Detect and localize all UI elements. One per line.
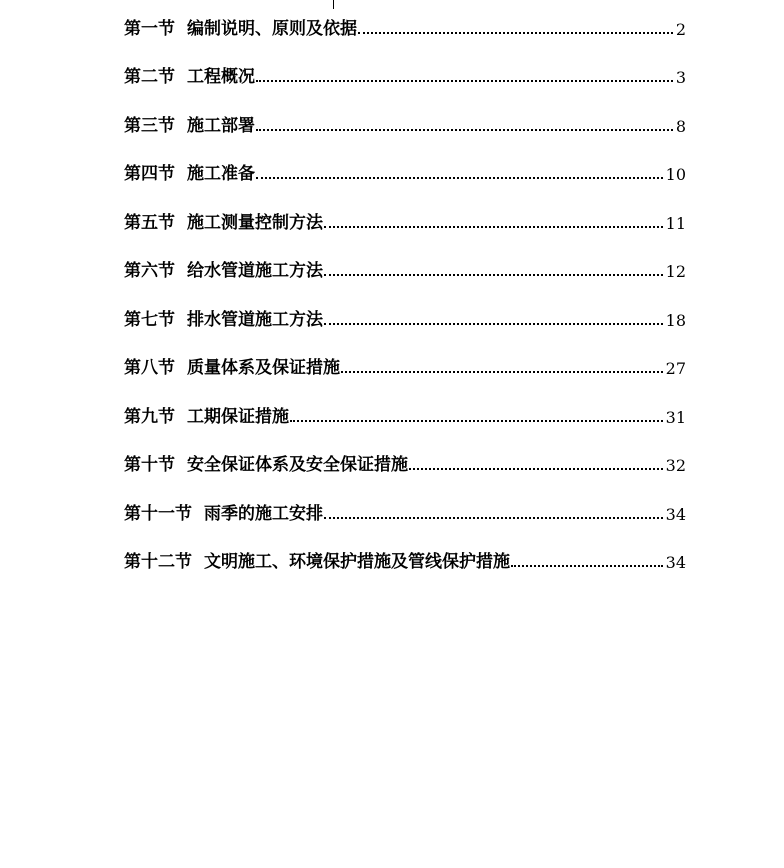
toc-dot-leader [324,226,663,228]
toc-page-number: 34 [665,504,686,524]
toc-page-number: 8 [675,116,686,136]
toc-entry[interactable] [124,6,686,55]
toc-entry[interactable] [124,443,686,492]
toc-section-title: 质量体系及保证措施 [187,358,340,378]
toc-section-number: 第三节 [124,115,175,136]
toc-section-number: 第六节 [124,261,175,281]
toc-entry[interactable] [124,55,686,104]
toc-dot-leader [358,32,673,34]
toc-section-number: 第十二节 [124,552,192,572]
toc-dot-leader [324,323,663,325]
toc-section-number: 第五节 [124,212,175,233]
toc-entry[interactable] [124,297,686,346]
toc-dot-leader [324,274,663,276]
toc-page-number: 34 [665,553,686,572]
toc-page-number: 11 [665,213,686,233]
toc-section-title: 施工准备 [187,164,255,184]
toc-section-number: 第十一节 [124,503,192,524]
table-of-contents [124,6,686,588]
toc-section-title: 工期保证措施 [187,406,289,427]
toc-entry[interactable] [124,152,686,201]
toc-entry[interactable] [124,540,686,589]
toc-dot-leader [256,80,673,82]
toc-section-title: 工程概况 [187,67,255,87]
toc-dot-leader [256,129,673,131]
toc-page-number: 3 [675,68,686,87]
toc-section-number: 第一节 [124,18,175,39]
toc-section-title: 文明施工、环境保护措施及管线保护措施 [204,552,510,572]
toc-section-title: 施工部署 [187,115,255,136]
toc-section-number: 第十节 [124,455,175,475]
toc-section-number: 第二节 [124,67,175,87]
toc-page-number: 18 [665,310,686,330]
toc-section-title: 施工测量控制方法 [187,212,323,233]
toc-page-number: 27 [665,359,686,378]
toc-section-number: 第四节 [124,164,175,184]
toc-page-number: 12 [665,262,686,281]
toc-page-number: 10 [665,165,686,184]
toc-dot-leader [324,517,663,519]
toc-section-title: 编制说明、原则及依据 [187,18,357,39]
toc-dot-leader [290,420,663,422]
toc-entry[interactable] [124,394,686,443]
toc-dot-leader [341,371,663,373]
toc-entry[interactable] [124,346,686,395]
toc-entry[interactable] [124,491,686,540]
toc-page-number: 2 [675,19,686,39]
toc-page-number: 31 [665,407,686,427]
toc-entry[interactable] [124,200,686,249]
toc-dot-leader [409,468,663,470]
toc-page-number: 32 [665,456,686,475]
toc-section-number: 第八节 [124,358,175,378]
toc-section-number: 第七节 [124,309,175,330]
toc-entry[interactable] [124,249,686,298]
toc-section-title: 给水管道施工方法 [187,261,323,281]
toc-dot-leader [511,565,663,567]
toc-section-number: 第九节 [124,406,175,427]
toc-dot-leader [256,177,663,179]
toc-section-title: 雨季的施工安排 [204,503,323,524]
toc-section-title: 安全保证体系及安全保证措施 [187,455,408,475]
toc-section-title: 排水管道施工方法 [187,309,323,330]
toc-entry[interactable] [124,103,686,152]
